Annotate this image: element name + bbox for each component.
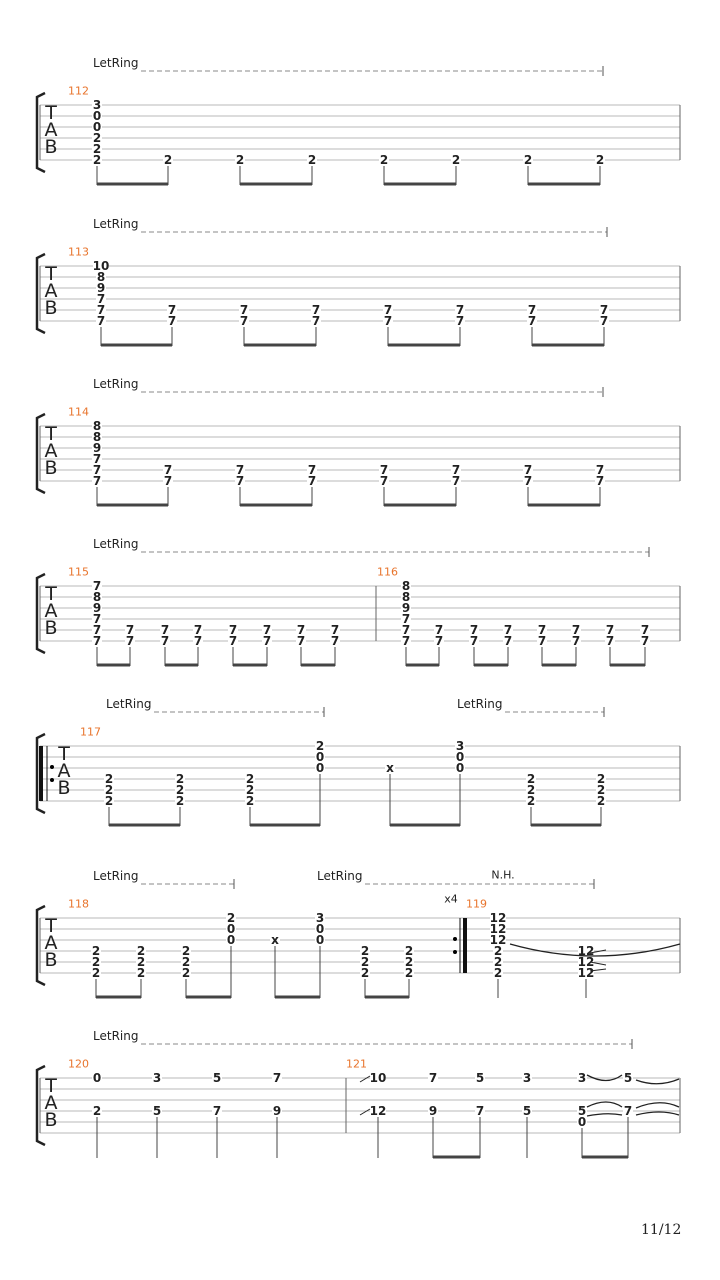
fret-number: 9 xyxy=(401,601,411,615)
fret-number: 3 xyxy=(152,1071,162,1085)
tab-clef-t: T xyxy=(45,583,57,605)
measure-number: 121 xyxy=(346,1057,367,1071)
fret-number: 2 xyxy=(181,955,191,969)
slide-mark xyxy=(360,1109,370,1115)
fret-number: 8 xyxy=(92,419,102,433)
tab-system-1 xyxy=(37,66,680,185)
fret-number: 7 xyxy=(272,1071,282,1085)
fret-number: 9 xyxy=(428,1104,438,1118)
fret-number: 2 xyxy=(493,955,503,969)
fret-number: 7 xyxy=(167,314,177,328)
fret-number: 7 xyxy=(599,314,609,328)
fret-number: 8 xyxy=(92,430,102,444)
fret-number: 2 xyxy=(596,783,606,797)
fret-number: 7 xyxy=(167,303,177,317)
fret-number: 7 xyxy=(239,314,249,328)
fret-number: 2 xyxy=(92,153,102,167)
fret-number: 9 xyxy=(272,1104,282,1118)
fret-number: 12 xyxy=(577,944,595,958)
tab-clef-b: B xyxy=(44,457,58,479)
fret-number: 7 xyxy=(92,612,102,626)
fret-number: 12 xyxy=(489,933,507,947)
fret-number: 12 xyxy=(489,922,507,936)
fret-number: 2 xyxy=(523,153,533,167)
fret-number: 7 xyxy=(523,474,533,488)
fret-number: 2 xyxy=(526,794,536,808)
fret-number: 7 xyxy=(537,623,547,637)
fret-number: 7 xyxy=(434,623,444,637)
letring-label: LetRing xyxy=(317,869,363,883)
measure-number: 115 xyxy=(68,565,89,579)
repeat-count: x4 xyxy=(444,892,458,906)
letring-label: LetRing xyxy=(93,869,139,883)
tab-clef-a: A xyxy=(44,440,58,462)
fret-number: 9 xyxy=(96,281,106,295)
fret-number: 2 xyxy=(175,783,185,797)
fret-number: 7 xyxy=(595,463,605,477)
fret-number: 5 xyxy=(475,1071,485,1085)
fret-number: 7 xyxy=(537,634,547,648)
tab-clef-a: A xyxy=(44,932,58,954)
fret-number: 3 xyxy=(315,911,325,925)
letring-label: LetRing xyxy=(93,537,139,551)
measure-number: 113 xyxy=(68,245,89,259)
tab-system-5 xyxy=(37,707,680,826)
fret-number: 7 xyxy=(262,623,272,637)
repeat-dot xyxy=(453,937,457,941)
tab-clef-t: T xyxy=(45,423,57,445)
fret-number: 8 xyxy=(92,590,102,604)
tab-clef-b: B xyxy=(44,949,58,971)
fret-number: 2 xyxy=(451,153,461,167)
fret-number: 2 xyxy=(379,153,389,167)
fret-number: 0 xyxy=(226,922,236,936)
fret-number: 7 xyxy=(503,623,513,637)
fret-number: 7 xyxy=(92,463,102,477)
tab-clef-b: B xyxy=(57,777,71,799)
fret-number: 2 xyxy=(315,739,325,753)
fret-number: 7 xyxy=(92,634,102,648)
fret-number: 12 xyxy=(577,955,595,969)
fret-number: 7 xyxy=(212,1104,222,1118)
fret-number: 7 xyxy=(451,474,461,488)
page-number: 11/12 xyxy=(641,1222,682,1238)
fret-number: 7 xyxy=(401,612,411,626)
tab-clef-t: T xyxy=(45,915,57,937)
fret-number: 7 xyxy=(434,634,444,648)
fret-number: 2 xyxy=(526,783,536,797)
fret-number: 0 xyxy=(315,761,325,775)
tab-system-2 xyxy=(37,227,680,346)
fret-number: 7 xyxy=(523,463,533,477)
tie-curve xyxy=(587,1114,622,1116)
measure-number: 120 xyxy=(68,1057,89,1071)
fret-number: 2 xyxy=(596,794,606,808)
fret-number: 12 xyxy=(577,966,595,980)
fret-number: 7 xyxy=(96,303,106,317)
fret-number: 7 xyxy=(383,303,393,317)
fret-number: 7 xyxy=(475,1104,485,1118)
fret-number: 7 xyxy=(469,623,479,637)
fret-number: 2 xyxy=(245,794,255,808)
fret-number: 7 xyxy=(235,474,245,488)
natural-harmonic-label: N.H. xyxy=(491,868,515,882)
fret-number: 2 xyxy=(245,772,255,786)
fret-number: 7 xyxy=(160,623,170,637)
fret-number: 9 xyxy=(92,441,102,455)
fret-number: 0 xyxy=(92,109,102,123)
letring-label: LetRing xyxy=(457,697,503,711)
fret-number: 0 xyxy=(92,1071,102,1085)
fret-number: 3 xyxy=(92,98,102,112)
fret-number: 2 xyxy=(91,955,101,969)
tab-system-4 xyxy=(37,547,680,666)
fret-number: 7 xyxy=(96,314,106,328)
fret-number: 7 xyxy=(125,623,135,637)
fret-number: 2 xyxy=(136,966,146,980)
tab-clef-a: A xyxy=(44,600,58,622)
fret-number: 7 xyxy=(125,634,135,648)
fret-number: 2 xyxy=(526,772,536,786)
tab-clef-t: T xyxy=(58,743,70,765)
tie-curve xyxy=(510,944,680,956)
measure-number: 112 xyxy=(68,84,89,98)
tab-clef-a: A xyxy=(57,760,71,782)
fret-number: 0 xyxy=(315,922,325,936)
fret-number: 10 xyxy=(92,259,110,273)
fret-number: 2 xyxy=(104,772,114,786)
tab-clef-b: B xyxy=(44,617,58,639)
fret-number: 7 xyxy=(455,303,465,317)
tab-clef-b: B xyxy=(44,297,58,319)
fret-number: 0 xyxy=(226,933,236,947)
fret-number: 2 xyxy=(226,911,236,925)
fret-number: 0 xyxy=(315,933,325,947)
repeat-dot xyxy=(50,778,54,782)
fret-number: 7 xyxy=(595,474,605,488)
fret-number: 7 xyxy=(296,634,306,648)
measure-number: 116 xyxy=(377,565,398,579)
fret-number: 7 xyxy=(527,314,537,328)
fret-number: 2 xyxy=(595,153,605,167)
fret-number: 7 xyxy=(92,474,102,488)
fret-number: 7 xyxy=(92,579,102,593)
fret-number: 12 xyxy=(489,911,507,925)
measure-number: 119 xyxy=(466,897,487,911)
tab-clef-a: A xyxy=(44,119,58,141)
fret-number: 0 xyxy=(577,1115,587,1129)
tab-system-3 xyxy=(37,387,680,506)
fret-number: 2 xyxy=(92,142,102,156)
measure-number: 114 xyxy=(68,405,89,419)
fret-number: 7 xyxy=(307,463,317,477)
tab-clef-b: B xyxy=(44,136,58,158)
tab-clef-a: A xyxy=(44,1092,58,1114)
tab-clef-t: T xyxy=(45,263,57,285)
fret-number: 2 xyxy=(92,1104,102,1118)
slide-mark xyxy=(360,1076,370,1082)
fret-number: 2 xyxy=(307,153,317,167)
fret-number: 2 xyxy=(91,944,101,958)
fret-number: 5 xyxy=(522,1104,532,1118)
fret-number: 7 xyxy=(296,623,306,637)
fret-number: 2 xyxy=(175,794,185,808)
fret-number: 2 xyxy=(136,955,146,969)
fret-number: 2 xyxy=(104,794,114,808)
fret-number: 8 xyxy=(401,579,411,593)
fret-number: 7 xyxy=(160,634,170,648)
fret-number: 2 xyxy=(360,955,370,969)
fret-number: 2 xyxy=(404,966,414,980)
fret-number: 7 xyxy=(455,314,465,328)
tie-curve xyxy=(636,1103,679,1108)
fret-number: 2 xyxy=(360,966,370,980)
fret-number: 2 xyxy=(104,783,114,797)
fret-number: 7 xyxy=(193,623,203,637)
tab-clef-b: B xyxy=(44,1109,58,1131)
fret-number: 2 xyxy=(596,772,606,786)
tie-curve xyxy=(636,1079,679,1084)
fret-number: 7 xyxy=(96,292,106,306)
fret-number: 7 xyxy=(193,634,203,648)
fret-number: 0 xyxy=(455,761,465,775)
letring-label: LetRing xyxy=(93,377,139,391)
fret-number: 0 xyxy=(92,120,102,134)
fret-number: 5 xyxy=(152,1104,162,1118)
fret-number: 7 xyxy=(401,623,411,637)
fret-number: 10 xyxy=(369,1071,387,1085)
fret-number: 2 xyxy=(493,966,503,980)
tie-curve xyxy=(636,1112,679,1115)
fret-number: 2 xyxy=(245,783,255,797)
fret-number: 2 xyxy=(92,131,102,145)
fret-number: 7 xyxy=(262,634,272,648)
fret-number: 7 xyxy=(605,623,615,637)
fret-number: 7 xyxy=(330,634,340,648)
fret-number: 7 xyxy=(228,634,238,648)
repeat-dot xyxy=(50,765,54,769)
fret-number: 7 xyxy=(571,623,581,637)
fret-number: 0 xyxy=(455,750,465,764)
fret-number: 0 xyxy=(315,750,325,764)
measure-number: 118 xyxy=(68,897,89,911)
fret-number: 7 xyxy=(571,634,581,648)
fret-number: 2 xyxy=(163,153,173,167)
fret-number: 7 xyxy=(469,634,479,648)
fret-number: 7 xyxy=(330,623,340,637)
fret-number: 2 xyxy=(175,772,185,786)
letring-label: LetRing xyxy=(93,217,139,231)
letring-label: LetRing xyxy=(93,1029,139,1043)
tab-clef-t: T xyxy=(45,1075,57,1097)
fret-number: 5 xyxy=(212,1071,222,1085)
tab-clef-t: T xyxy=(45,102,57,124)
fret-number: 7 xyxy=(428,1071,438,1085)
fret-number: 2 xyxy=(181,966,191,980)
fret-number: 2 xyxy=(136,944,146,958)
fret-number: 7 xyxy=(379,474,389,488)
tab-clef-a: A xyxy=(44,280,58,302)
fret-number: 7 xyxy=(92,623,102,637)
fret-number: 7 xyxy=(527,303,537,317)
repeat-dot xyxy=(453,950,457,954)
fret-number: 7 xyxy=(623,1104,633,1118)
fret-number: 2 xyxy=(404,944,414,958)
fret-number: 7 xyxy=(383,314,393,328)
fret-number: 3 xyxy=(522,1071,532,1085)
fret-number: 7 xyxy=(163,463,173,477)
fret-number: 7 xyxy=(311,314,321,328)
fret-number: 9 xyxy=(92,601,102,615)
fret-number: 8 xyxy=(401,590,411,604)
letring-label: LetRing xyxy=(106,697,152,711)
fret-number: 12 xyxy=(369,1104,387,1118)
fret-number: 7 xyxy=(640,623,650,637)
fret-number: x xyxy=(271,933,279,947)
fret-number: 2 xyxy=(493,944,503,958)
fret-number: 7 xyxy=(640,634,650,648)
fret-number: 5 xyxy=(623,1071,633,1085)
fret-number: 7 xyxy=(163,474,173,488)
fret-number: 5 xyxy=(577,1104,587,1118)
fret-number: 3 xyxy=(455,739,465,753)
fret-number: 7 xyxy=(307,474,317,488)
letring-label: LetRing xyxy=(93,56,139,70)
fret-number: 2 xyxy=(91,966,101,980)
fret-number: 7 xyxy=(451,463,461,477)
fret-number: 8 xyxy=(96,270,106,284)
fret-number: 7 xyxy=(235,463,245,477)
fret-number: 2 xyxy=(181,944,191,958)
fret-number: 3 xyxy=(577,1071,587,1085)
fret-number: 7 xyxy=(503,634,513,648)
tie-curve xyxy=(587,1102,622,1107)
fret-number: 2 xyxy=(235,153,245,167)
fret-number: x xyxy=(386,761,394,775)
fret-number: 7 xyxy=(311,303,321,317)
measure-number: 117 xyxy=(80,725,101,739)
fret-number: 7 xyxy=(239,303,249,317)
fret-number: 2 xyxy=(404,955,414,969)
fret-number: 2 xyxy=(360,944,370,958)
fret-number: 7 xyxy=(605,634,615,648)
fret-number: 7 xyxy=(92,452,102,466)
fret-number: 7 xyxy=(401,634,411,648)
fret-number: 7 xyxy=(228,623,238,637)
fret-number: 7 xyxy=(379,463,389,477)
tab-system-6 xyxy=(37,879,680,998)
fret-number: 7 xyxy=(599,303,609,317)
